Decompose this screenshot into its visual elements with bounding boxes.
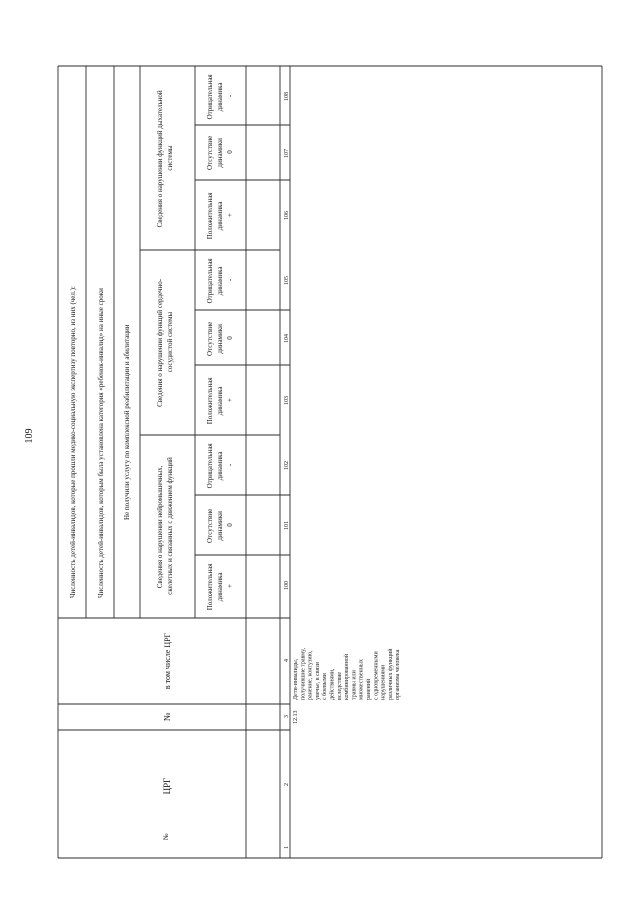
header-cardio [156, 277, 174, 407]
colnum-3: 3 [284, 715, 290, 718]
colnum-1: 1 [284, 846, 290, 849]
colnum-101: 101 [284, 521, 290, 530]
colnum-103: 103 [284, 396, 290, 405]
colnum-4: 4 [284, 659, 290, 662]
colnum-105: 105 [284, 276, 290, 285]
page-number: 109 [24, 428, 35, 444]
header-no: № [162, 833, 170, 840]
colnum-104: 104 [284, 334, 290, 343]
header-other-terms: Численность детей-инвалидов, которым была установлена категория «ребенок-инвалид» на иные сроки [97, 288, 105, 598]
column-number-row [284, 92, 290, 849]
dyn-absent-1: Отсутствие динамики 0 [206, 508, 234, 543]
dyn-positive-2: Положительная динамика + [206, 377, 234, 425]
dyn-absent-3: Отсутствие динамики 0 [206, 135, 234, 170]
table-grid [58, 66, 602, 858]
header-cardio-line2: сосудистой системы [166, 311, 174, 373]
header-cardio-line1: Сведения о нарушении функций сердечно- [156, 278, 164, 407]
header-row-no: № [162, 712, 172, 722]
header-respiratory-line1: Сведения о нарушении функций дыхательной [156, 90, 164, 228]
colnum-102: 102 [284, 461, 290, 470]
row-description: Дети-инвалиды, получившие травму, ранение, контузию, увечье, в связи с боевыми действиями, вследствие комбинированной травмы или множественных ранений с одновременными нарушениями различных функций организма человека [293, 648, 402, 700]
header-musculoskeletal-line1: Сведения о нарушении нейромышечных, [156, 465, 164, 589]
dynamics-headers [206, 73, 234, 611]
colnum-108: 108 [284, 92, 290, 101]
dyn-positive-3: Положительная динамика + [206, 192, 234, 240]
colnum-100: 100 [284, 581, 290, 590]
colnum-2: 2 [284, 783, 290, 786]
header-musculoskeletal-line2: скелетных и связанных с движением функций [166, 457, 174, 595]
colnum-106: 106 [284, 211, 290, 220]
dyn-negative-2: Отрицательная динамика - [206, 258, 234, 304]
header-crg: ЦРГ [162, 777, 172, 795]
row-code: 12.13 [293, 710, 299, 724]
header-respiratory-line2: системы [166, 145, 174, 171]
header-repeat-exam: Численность детей-инвалидов, которые прошли медико-социальную экспертизу повторно, из них (чел.): [69, 286, 77, 598]
dyn-positive-1: Положительная динамика + [206, 563, 234, 611]
colnum-107: 107 [284, 149, 290, 158]
dyn-negative-3: Отрицательная динамика - [206, 74, 234, 120]
header-musculoskeletal [156, 457, 174, 595]
header-respiratory [156, 89, 174, 228]
dyn-absent-2: Отсутствие динамики 0 [206, 321, 234, 356]
dyn-negative-1: Отрицательная динамика - [206, 443, 234, 489]
header-in-crg: в том числе ЦРГ [163, 632, 172, 690]
header-not-received: Не получили услугу по комплексной реабилитации и абилитации [123, 324, 131, 520]
